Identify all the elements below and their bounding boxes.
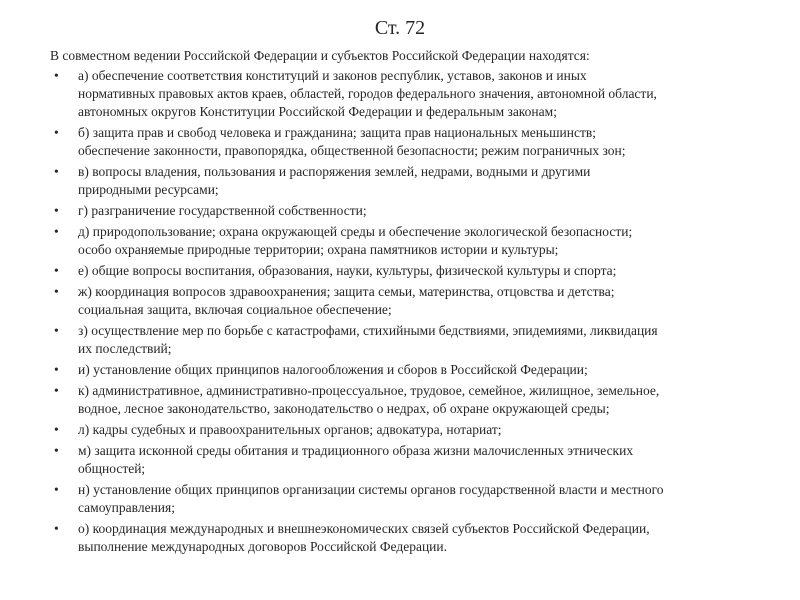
bullet-icon: • [54, 521, 59, 536]
list-item [54, 283, 760, 319]
bullet-icon: • [54, 482, 59, 497]
list-item-text: и) установление общих принципов налогообложения и сборов в Российской Федерации; [78, 362, 588, 377]
list-item [54, 382, 760, 418]
bullet-icon: • [54, 422, 59, 437]
list-item-text: водное, лесное законодательство, законодательство о недрах, об охране окружающей среды; [78, 401, 610, 416]
article-list [54, 67, 760, 559]
list-item [54, 124, 760, 160]
bullet-icon: • [54, 164, 59, 179]
list-item-text: природными ресурсами; [78, 182, 219, 197]
list-item [54, 223, 760, 259]
bullet-icon: • [54, 224, 59, 239]
list-item-text: общностей; [78, 461, 146, 476]
list-item [54, 520, 760, 556]
bullet-icon: • [54, 125, 59, 140]
list-item-text: социальная защита, включая социальное обеспечение; [78, 302, 392, 317]
list-item-text: е) общие вопросы воспитания, образования, науки, культуры, физической культуры и спорта; [78, 263, 617, 278]
bullet-icon: • [54, 383, 59, 398]
list-item [54, 202, 760, 220]
list-item [54, 421, 760, 439]
bullet-icon: • [54, 323, 59, 338]
list-item-text: б) защита прав и свобод человека и гражданина; защита прав национальных меньшинств; [78, 125, 596, 140]
list-item-text: в) вопросы владения, пользования и распоряжения землей, недрами, водными и другими [78, 164, 591, 179]
list-item-text: выполнение международных договоров Российской Федерации. [78, 539, 447, 554]
list-item-text: о) координация международных и внешнеэкономических связей субъектов Российской Федерации, [78, 521, 650, 536]
list-item-text: к) административное, административно-процессуальное, трудовое, семейное, жилищное, земельное, [78, 383, 660, 398]
list-item-text: особо охраняемые природные территории; охрана памятников истории и культуры; [78, 242, 559, 257]
list-item-text: м) защита исконной среды обитания и традиционного образа жизни малочисленных этнических [78, 443, 634, 458]
list-item-text: д) природопользование; охрана окружающей среды и обеспечение экологической безопасности; [78, 224, 633, 239]
bullet-icon: • [54, 284, 59, 299]
list-item-text: их последствий; [78, 341, 172, 356]
list-item [54, 361, 760, 379]
list-item [54, 442, 760, 478]
list-item-text: ж) координация вопросов здравоохранения; защита семьи, материнства, отцовства и детства; [78, 284, 615, 299]
list-item-text: самоуправления; [78, 500, 175, 515]
list-item-text: автономных округов Конституции Российской Федерации и федеральным законам; [78, 104, 557, 119]
page-title: Ст. 72 [374, 17, 426, 39]
list-item [54, 262, 760, 280]
list-item [54, 67, 760, 121]
bullet-icon: • [54, 68, 59, 83]
list-item-text: обеспечение законности, правопорядка, общественной безопасности; режим пограничных зон; [78, 143, 626, 158]
list-item [54, 163, 760, 199]
list-item-text: а) обеспечение соответствия конституций и законов республик, уставов, законов и иных [78, 68, 587, 83]
list-item [54, 481, 760, 517]
bullet-icon: • [54, 362, 59, 377]
intro-text: В совместном ведении Российской Федерации и субъектов Российской Федерации находятся: [50, 48, 590, 63]
list-item-text: нормативных правовых актов краев, областей, городов федерального значения, автономной области, [78, 86, 657, 101]
list-item-text: з) осуществление мер по борьбе с катастрофами, стихийными бедствиями, эпидемиями, ликвидация [78, 323, 658, 338]
bullet-icon: • [54, 203, 59, 218]
list-item [54, 322, 760, 358]
list-item-text: н) установление общих принципов организации системы органов государственной власти и местного [78, 482, 664, 497]
bullet-icon: • [54, 263, 59, 278]
list-item-text: л) кадры судебных и правоохранительных органов; адвокатура, нотариат; [78, 422, 502, 437]
list-item-text: г) разграничение государственной собственности; [78, 203, 367, 218]
bullet-icon: • [54, 443, 59, 458]
